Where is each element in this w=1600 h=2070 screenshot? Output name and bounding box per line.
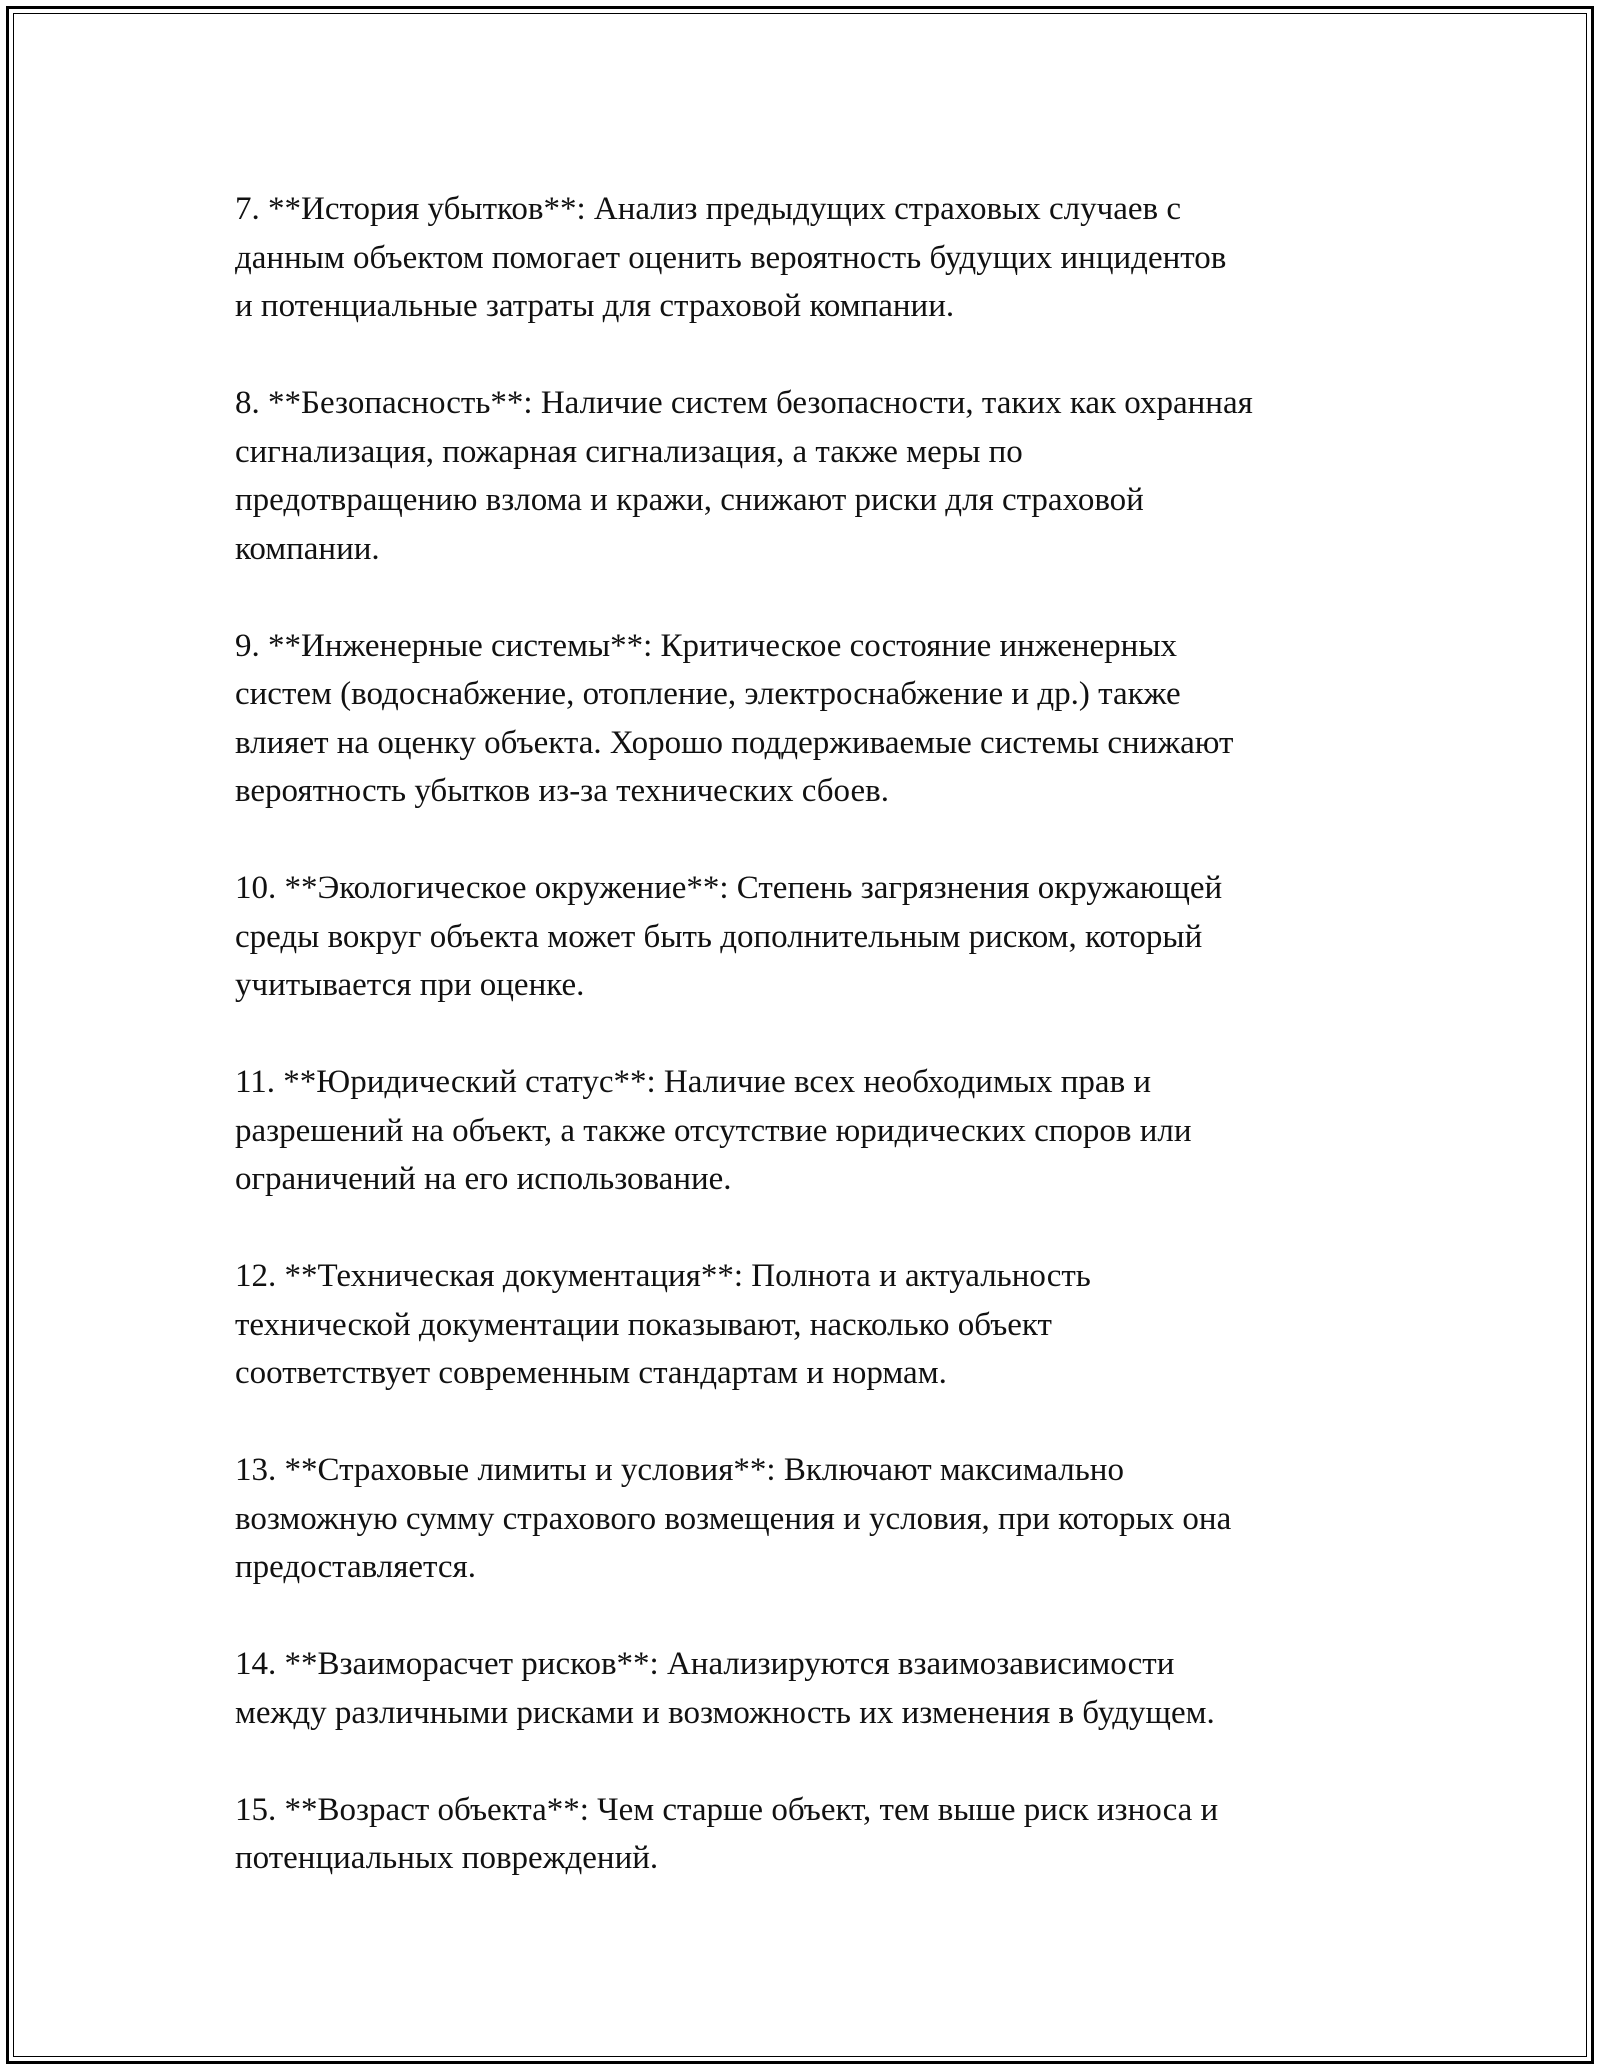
list-item-line: 9. **Инженерные системы**: Критическое состояние инженерных (235, 627, 1177, 664)
list-item (235, 1058, 1385, 1204)
list-item-line: систем (водоснабжение, отопление, электроснабжение и др.) также (235, 676, 1181, 712)
list-item-line: данным объектом помогает оценить вероятность будущих инцидентов (235, 239, 1227, 276)
list-item-line: 7. **История убытков**: Анализ предыдущих страховых случаев с (235, 191, 1181, 227)
list-item-line: ограничений на его использование. (235, 1161, 732, 1197)
list-item-line: компании. (235, 530, 380, 567)
list-item-line: влияет на оценку объекта. Хорошо поддерживаемые системы снижают (235, 724, 1234, 761)
list-item (235, 185, 1385, 331)
list-item-line: 10. **Экологическое окружение**: Степень загрязнения окружающей (235, 870, 1223, 906)
list-item-line: разрешений на объект, а также отсутствие юридических споров или (235, 1112, 1192, 1149)
list-item-line: предотвращению взлома и кражи, снижают риски для страховой (235, 482, 1144, 518)
list-item-line: 11. **Юридический статус**: Наличие всех необходимых прав и (235, 1064, 1152, 1100)
list-item-line: потенциальных повреждений. (235, 1840, 659, 1876)
list-item-line: 8. **Безопасность**: Наличие систем безопасности, таких как охранная (235, 385, 1253, 421)
list-item-line: 13. **Страховые лимиты и условия**: Включают максимально (235, 1452, 1124, 1488)
list-item (235, 1786, 1385, 1883)
document-body (235, 185, 1385, 1931)
list-item-line: технической документации показывают, насколько объект (235, 1306, 1052, 1343)
list-item-line: 12. **Техническая документация**: Полнота и актуальность (235, 1258, 1091, 1294)
list-item-line: сигнализация, пожарная сигнализация, а также меры по (235, 433, 1023, 470)
list-item (235, 1252, 1385, 1398)
list-item (235, 622, 1385, 816)
list-item-line: 15. **Возраст объекта**: Чем старше объект, тем выше риск износа и (235, 1791, 1219, 1828)
list-item-line: и потенциальные затраты для страховой компании. (235, 288, 955, 324)
list-item-line: соответствует современным стандартам и нормам. (235, 1355, 947, 1391)
list-item (235, 1640, 1385, 1737)
list-item-line: 14. **Взаиморасчет рисков**: Анализируются взаимозависимости (235, 1646, 1175, 1682)
list-item-line: возможную сумму страхового возмещения и условия, при которых она (235, 1500, 1232, 1537)
list-item-line: вероятность убытков из-за технических сбоев. (235, 773, 889, 809)
list-item-line: учитывается при оценке. (235, 967, 585, 1003)
list-item (235, 379, 1385, 573)
list-item (235, 1446, 1385, 1592)
list-item-line: среды вокруг объекта может быть дополнительным риском, который (235, 918, 1203, 955)
list-item (235, 864, 1385, 1010)
list-item-line: предоставляется. (235, 1549, 476, 1585)
list-item-line: между различными рисками и возможность их изменения в будущем. (235, 1694, 1215, 1731)
